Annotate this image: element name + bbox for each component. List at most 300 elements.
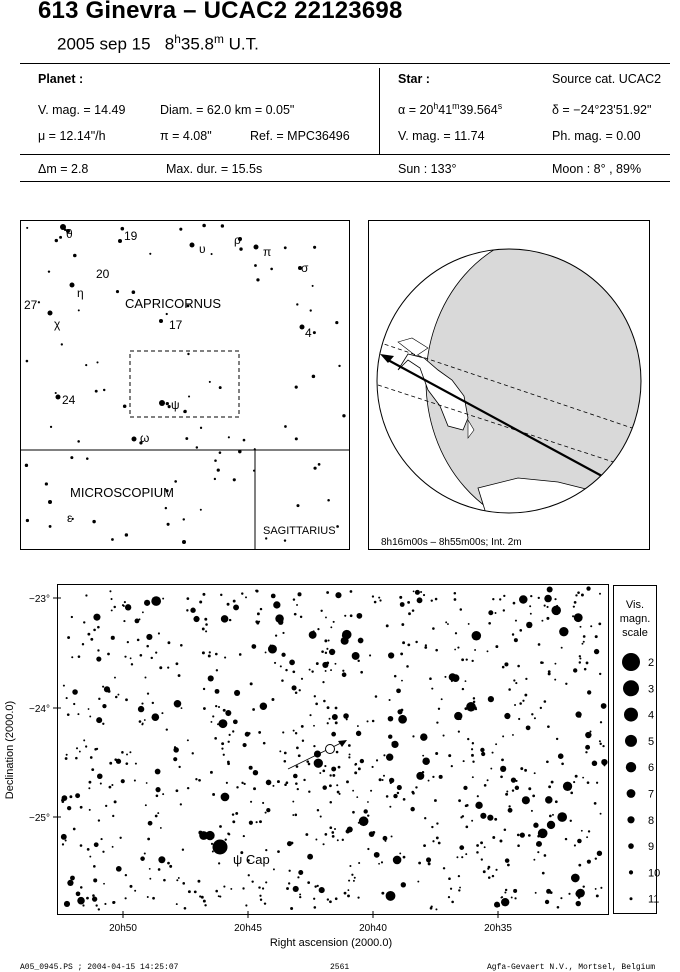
field-star bbox=[471, 820, 473, 822]
field-star bbox=[233, 719, 238, 724]
field-star bbox=[260, 703, 267, 710]
field-star bbox=[223, 886, 225, 888]
field-star bbox=[111, 609, 113, 611]
field-star bbox=[211, 843, 213, 845]
field-star bbox=[512, 633, 514, 635]
finder-star bbox=[96, 361, 98, 363]
field-star bbox=[367, 814, 369, 816]
field-star bbox=[286, 781, 289, 784]
field-star bbox=[309, 669, 311, 671]
field-star bbox=[343, 713, 349, 719]
field-star bbox=[288, 882, 290, 884]
field-star bbox=[305, 833, 308, 836]
field-star bbox=[135, 618, 140, 623]
field-star bbox=[321, 650, 324, 653]
scale-value: 7 bbox=[648, 788, 655, 801]
field-star bbox=[583, 641, 585, 643]
field-star bbox=[526, 725, 531, 730]
field-star bbox=[431, 826, 433, 828]
field-star bbox=[255, 620, 258, 623]
field-star bbox=[360, 759, 364, 763]
finder-star bbox=[219, 451, 222, 454]
field-star bbox=[596, 894, 599, 897]
finder-star bbox=[166, 313, 168, 315]
field-star bbox=[592, 761, 598, 767]
field-star bbox=[458, 875, 460, 877]
field-star bbox=[259, 895, 261, 897]
field-star bbox=[454, 598, 457, 601]
field-star bbox=[540, 707, 542, 709]
field-star bbox=[519, 629, 522, 632]
field-star bbox=[402, 641, 405, 644]
finder-star bbox=[211, 253, 213, 255]
field-star bbox=[296, 765, 299, 768]
field-star bbox=[265, 651, 267, 653]
field-star bbox=[357, 897, 359, 899]
field-star bbox=[438, 842, 441, 845]
field-star bbox=[144, 852, 146, 854]
field-star bbox=[540, 661, 543, 664]
planet-diam: Diam. = 62.0 km = 0.05" bbox=[160, 103, 295, 117]
field-star bbox=[546, 760, 549, 763]
field-star bbox=[292, 801, 294, 803]
field-star bbox=[576, 889, 585, 898]
field-star bbox=[426, 857, 431, 862]
field-star bbox=[475, 708, 477, 710]
field-star bbox=[408, 612, 411, 615]
field-star bbox=[199, 600, 202, 603]
field-star bbox=[111, 598, 113, 600]
field-star bbox=[155, 787, 160, 792]
field-star bbox=[401, 623, 404, 626]
field-star bbox=[342, 670, 344, 672]
field-star bbox=[379, 599, 381, 601]
field-star bbox=[220, 594, 222, 596]
field-star bbox=[587, 781, 590, 784]
field-star bbox=[501, 898, 509, 906]
field-star bbox=[429, 677, 432, 680]
field-star bbox=[517, 665, 520, 668]
field-star bbox=[331, 732, 336, 737]
field-star bbox=[530, 613, 532, 615]
field-star bbox=[495, 645, 498, 648]
field-star bbox=[88, 787, 90, 789]
field-star bbox=[258, 731, 261, 734]
max-duration: Max. dur. = 15.5s bbox=[166, 162, 263, 176]
field-star bbox=[239, 653, 242, 656]
field-star bbox=[480, 748, 484, 752]
scale-star bbox=[627, 816, 634, 823]
field-star bbox=[424, 646, 427, 649]
dec-tick: −24° bbox=[29, 704, 50, 715]
field-star bbox=[322, 785, 327, 790]
field-star bbox=[407, 643, 410, 646]
scale-value: 10 bbox=[648, 867, 661, 880]
field-star bbox=[314, 695, 316, 697]
field-star bbox=[322, 769, 325, 772]
field-star bbox=[565, 838, 567, 840]
field-star bbox=[125, 604, 131, 610]
field-star bbox=[287, 841, 292, 846]
field-star bbox=[347, 894, 350, 897]
finder-star bbox=[187, 353, 189, 355]
field-star bbox=[245, 596, 247, 598]
field-star bbox=[208, 654, 211, 657]
field-star bbox=[369, 654, 371, 656]
finder-star bbox=[85, 364, 87, 366]
field-star bbox=[328, 639, 330, 641]
finder-star bbox=[254, 245, 259, 250]
field-star bbox=[534, 717, 536, 719]
finder-star bbox=[256, 278, 259, 281]
field-star bbox=[356, 613, 362, 619]
field-star bbox=[89, 781, 92, 784]
field-star bbox=[114, 758, 117, 761]
field-star bbox=[97, 649, 99, 651]
field-star bbox=[423, 844, 426, 847]
finder-star bbox=[284, 246, 287, 249]
field-star bbox=[198, 779, 201, 782]
field-star bbox=[187, 787, 189, 789]
field-star bbox=[438, 708, 440, 710]
info-top-rule bbox=[20, 63, 670, 64]
field-star bbox=[599, 593, 601, 595]
field-star bbox=[148, 821, 153, 826]
field-star bbox=[302, 740, 304, 742]
finder-star bbox=[70, 283, 75, 288]
field-star bbox=[436, 722, 438, 724]
field-star bbox=[420, 591, 422, 593]
field-star bbox=[125, 762, 128, 765]
field-star bbox=[329, 649, 335, 655]
field-star bbox=[296, 747, 299, 750]
field-star bbox=[90, 638, 93, 641]
field-star bbox=[83, 621, 85, 623]
field-star bbox=[314, 885, 316, 887]
field-star bbox=[456, 856, 458, 858]
field-star bbox=[80, 886, 83, 889]
star-label: ρ bbox=[234, 233, 241, 247]
field-star bbox=[596, 782, 598, 784]
field-star bbox=[472, 760, 474, 762]
field-star bbox=[221, 742, 224, 745]
field-star bbox=[105, 805, 107, 807]
field-star bbox=[292, 670, 295, 673]
field-star bbox=[432, 776, 434, 778]
field-star bbox=[199, 895, 201, 897]
finder-star bbox=[312, 285, 314, 287]
psi-cap-star bbox=[213, 840, 228, 855]
field-star bbox=[303, 779, 305, 781]
field-star bbox=[235, 812, 238, 815]
field-star bbox=[251, 644, 256, 649]
field-star bbox=[214, 737, 217, 740]
field-star bbox=[223, 709, 226, 712]
field-star bbox=[135, 763, 137, 765]
field-star bbox=[329, 784, 332, 787]
field-star bbox=[416, 772, 424, 780]
field-star bbox=[356, 796, 358, 798]
field-star bbox=[466, 659, 468, 661]
field-star bbox=[245, 732, 250, 737]
field-star bbox=[480, 841, 483, 844]
field-star bbox=[281, 679, 284, 682]
footer-number: 2561 bbox=[330, 963, 350, 972]
field-star bbox=[102, 851, 104, 853]
field-star bbox=[312, 630, 314, 632]
field-star bbox=[78, 655, 81, 658]
field-star bbox=[147, 693, 149, 695]
planet-ref: Ref. = MPC36496 bbox=[250, 129, 350, 143]
field-star bbox=[418, 862, 421, 865]
field-star bbox=[499, 598, 501, 600]
field-star bbox=[315, 839, 317, 841]
field-star bbox=[475, 802, 482, 809]
field-star bbox=[473, 701, 475, 703]
field-star bbox=[554, 598, 556, 600]
field-star bbox=[538, 597, 540, 599]
field-star bbox=[574, 601, 577, 604]
field-star bbox=[458, 731, 460, 733]
field-star bbox=[572, 615, 574, 617]
field-star bbox=[508, 808, 513, 813]
field-star bbox=[295, 732, 297, 734]
field-star bbox=[555, 800, 558, 803]
field-star bbox=[298, 870, 303, 875]
star-source: Source cat. UCAC2 bbox=[552, 72, 662, 86]
field-star bbox=[205, 623, 208, 626]
field-star bbox=[294, 613, 297, 616]
field-star bbox=[583, 635, 586, 638]
finder-star bbox=[48, 270, 50, 272]
field-star bbox=[432, 627, 435, 630]
field-star bbox=[62, 795, 68, 801]
field-star bbox=[113, 606, 115, 608]
field-star bbox=[140, 654, 143, 657]
field-star bbox=[249, 766, 253, 770]
planet-mu: μ = 12.14"/h bbox=[38, 129, 106, 143]
target-star-marker bbox=[326, 745, 335, 754]
field-star bbox=[97, 626, 100, 629]
field-star bbox=[600, 887, 602, 889]
field-star bbox=[265, 849, 267, 851]
field-star bbox=[415, 590, 420, 595]
finder-star bbox=[49, 525, 52, 528]
field-star bbox=[383, 775, 385, 777]
field-star bbox=[89, 856, 91, 858]
field-star bbox=[149, 868, 151, 870]
field-star bbox=[102, 723, 104, 725]
field-star bbox=[514, 704, 516, 706]
field-star bbox=[465, 825, 468, 828]
field-star bbox=[109, 590, 111, 592]
field-star bbox=[454, 649, 456, 651]
field-star bbox=[212, 851, 214, 853]
field-star bbox=[67, 806, 71, 810]
field-star bbox=[372, 595, 374, 597]
field-star bbox=[417, 881, 419, 883]
field-star bbox=[463, 760, 465, 762]
field-star bbox=[308, 791, 310, 793]
field-star bbox=[376, 759, 378, 761]
field-star bbox=[79, 751, 81, 753]
field-star bbox=[100, 838, 102, 840]
field-star bbox=[594, 802, 597, 805]
field-star bbox=[313, 725, 315, 727]
field-star bbox=[417, 597, 423, 603]
field-star bbox=[585, 745, 590, 750]
field-star bbox=[487, 779, 489, 781]
field-star bbox=[575, 594, 577, 596]
field-star bbox=[513, 889, 517, 893]
field-star bbox=[465, 680, 467, 682]
field-star bbox=[257, 612, 260, 615]
field-star bbox=[578, 864, 581, 867]
field-star bbox=[266, 780, 272, 786]
field-star bbox=[117, 694, 119, 696]
delta-mag: Δm = 2.8 bbox=[38, 162, 89, 176]
field-star bbox=[399, 852, 401, 854]
field-star bbox=[124, 601, 126, 603]
field-star bbox=[176, 662, 179, 665]
field-star bbox=[265, 881, 267, 883]
field-star bbox=[204, 904, 206, 906]
field-star bbox=[96, 656, 101, 661]
field-star bbox=[151, 713, 159, 721]
finder-star bbox=[26, 227, 28, 229]
field-star bbox=[354, 771, 357, 774]
field-star bbox=[452, 674, 460, 682]
field-star bbox=[333, 621, 335, 623]
field-star bbox=[147, 838, 150, 841]
field-star bbox=[317, 628, 319, 630]
field-star bbox=[90, 756, 93, 759]
field-star bbox=[326, 591, 329, 594]
field-star bbox=[159, 666, 162, 669]
field-star bbox=[488, 696, 494, 702]
field-star bbox=[245, 904, 247, 906]
field-star bbox=[337, 791, 340, 794]
field-star bbox=[565, 683, 567, 685]
field-star bbox=[554, 679, 556, 681]
field-star bbox=[563, 782, 572, 791]
field-star bbox=[82, 643, 84, 645]
field-star bbox=[520, 832, 525, 837]
finder-star bbox=[233, 478, 236, 481]
field-star bbox=[577, 839, 582, 844]
field-star bbox=[327, 722, 329, 724]
field-star bbox=[336, 784, 338, 786]
field-star bbox=[195, 778, 197, 780]
field-star bbox=[354, 877, 356, 879]
field-star bbox=[95, 904, 97, 906]
field-star bbox=[314, 906, 317, 909]
field-star bbox=[327, 706, 330, 709]
field-star bbox=[546, 617, 549, 620]
field-star bbox=[506, 791, 508, 793]
finder-star bbox=[300, 325, 305, 330]
field-star bbox=[584, 668, 587, 671]
scale-star bbox=[628, 843, 634, 849]
field-star bbox=[293, 730, 295, 732]
field-star bbox=[129, 885, 132, 888]
finder-star bbox=[183, 518, 185, 520]
finder-star bbox=[111, 538, 114, 541]
field-star bbox=[232, 730, 234, 732]
field-star bbox=[400, 602, 405, 607]
field-star bbox=[227, 603, 230, 606]
field-star bbox=[595, 888, 597, 890]
field-star bbox=[349, 754, 351, 756]
field-star bbox=[347, 826, 353, 832]
field-star bbox=[114, 677, 116, 679]
field-star bbox=[329, 718, 331, 720]
finder-star bbox=[310, 309, 312, 311]
field-star bbox=[352, 790, 354, 792]
field-star bbox=[296, 604, 298, 606]
field-star bbox=[331, 767, 336, 772]
field-star bbox=[244, 783, 246, 785]
field-star bbox=[450, 888, 452, 890]
field-star bbox=[82, 904, 84, 906]
finder-star bbox=[59, 236, 62, 239]
field-star bbox=[173, 757, 177, 761]
field-star bbox=[448, 754, 451, 757]
star-label: η bbox=[77, 286, 84, 300]
star-label: υ bbox=[199, 242, 206, 256]
field-star bbox=[473, 697, 475, 699]
field-star bbox=[192, 752, 194, 754]
field-star bbox=[353, 880, 355, 882]
field-star bbox=[93, 614, 100, 621]
field-star bbox=[466, 804, 469, 807]
field-star bbox=[293, 886, 299, 892]
field-star bbox=[348, 756, 350, 758]
scale-value: 11 bbox=[648, 893, 660, 906]
field-star bbox=[330, 626, 332, 628]
field-star bbox=[460, 608, 463, 611]
field-star bbox=[309, 631, 317, 639]
field-star bbox=[350, 590, 353, 593]
field-star bbox=[508, 805, 510, 807]
sagittarius-label: SAGITTARIUS bbox=[263, 525, 336, 537]
field-star bbox=[258, 886, 260, 888]
field-star bbox=[524, 769, 527, 772]
field-star bbox=[600, 721, 602, 723]
field-star bbox=[301, 725, 304, 728]
field-star bbox=[520, 767, 523, 770]
field-star bbox=[332, 714, 338, 720]
finder-star bbox=[196, 446, 198, 448]
field-star bbox=[115, 696, 118, 699]
field-star bbox=[299, 689, 301, 691]
field-star bbox=[557, 906, 560, 909]
field-star bbox=[424, 817, 426, 819]
field-star bbox=[570, 792, 573, 795]
field-star bbox=[492, 752, 494, 754]
field-star bbox=[342, 672, 347, 677]
ra-tick: 20h35 bbox=[484, 923, 512, 934]
field-star bbox=[324, 639, 327, 642]
field-star bbox=[313, 745, 315, 747]
field-star bbox=[174, 746, 176, 748]
field-star bbox=[77, 713, 79, 715]
field-star bbox=[585, 732, 591, 738]
field-star bbox=[233, 604, 239, 610]
field-star bbox=[342, 839, 344, 841]
field-star bbox=[322, 662, 328, 668]
field-star bbox=[602, 745, 604, 747]
